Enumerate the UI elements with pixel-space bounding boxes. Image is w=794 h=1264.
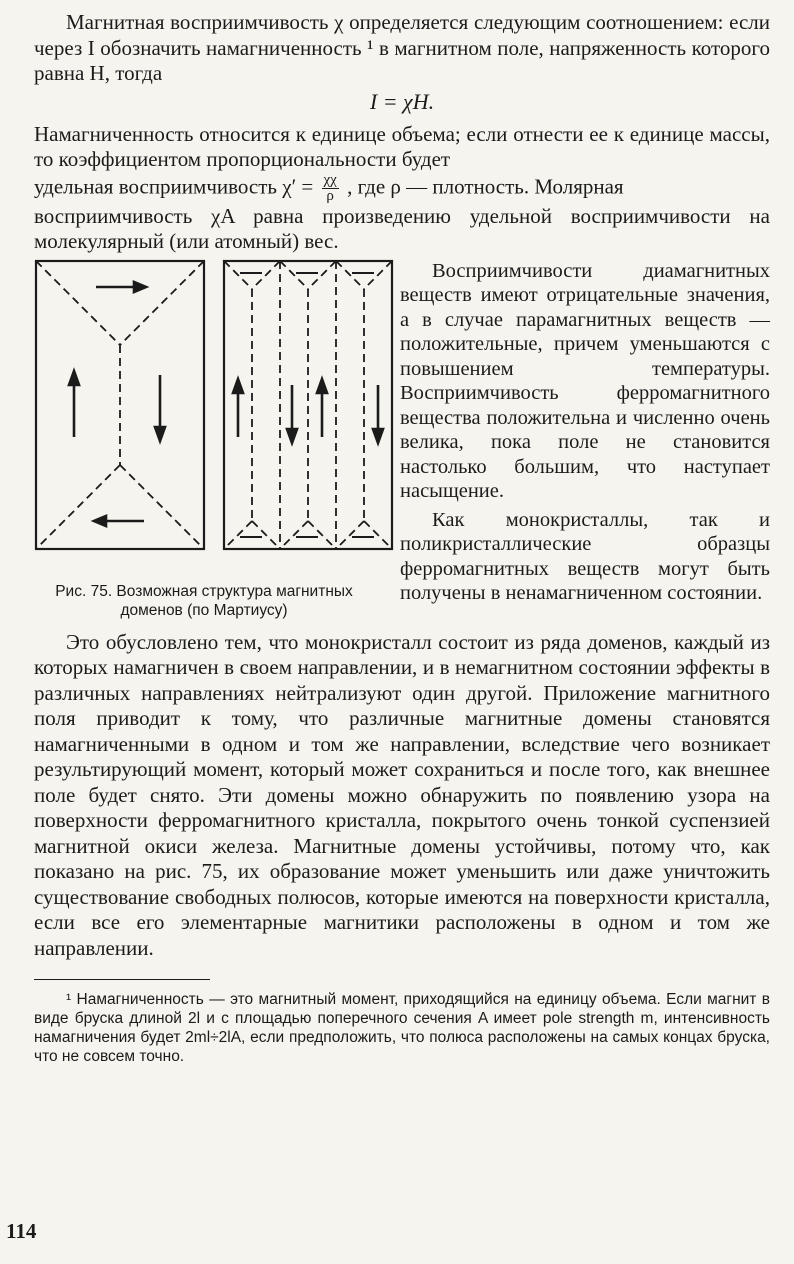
- formula-magnetization: I = χH.: [369, 88, 435, 114]
- arrow-up-icon: [233, 379, 243, 393]
- specific-susceptibility-line: [34, 173, 770, 204]
- footnote: ¹ Намагниченность — это магнитный момент, приходящийся на единицу объема. Если магнит в виде бруска длиной 2l и с площадью поперечного сечения A имеет pole strength m, интенсивность намагничения будет 2ml÷2lA, если предположить, что полюса расположены на самых концах бруска, что не совсем точно.: [34, 991, 770, 1065]
- arrow-down-icon: [155, 427, 165, 441]
- side-text: [400, 259, 770, 620]
- footnote-divider: [34, 979, 210, 980]
- arrow-left-icon: [94, 516, 106, 526]
- domain-structure-diagram: [34, 259, 400, 559]
- fraction-denominator: ρ: [326, 187, 334, 204]
- fraction-numerator: χχ: [323, 171, 337, 188]
- paragraph-domains: Это обусловлено тем, что монокристалл состоит из ряда доменов, каждый из которых намагничен в своем направлении, и в немагнитном состоянии эффекты в различных направлениях нейтрализуют один другой. Приложение магнитного поля приводит к тому, что различные магнитные домены становятся намагниченными в одном и том же направлении, вследствие чего возникает результирующий момент, который может сохраниться и после того, как внешнее поле будет снято. Эти домены можно обнаружить по появлению узора на поверхности ферромагнитного кристалла, покрытого очень тонкой суспензией магнитной окиси железа. Магнитные домены устойчивы, потому что, как показано на рис. 75, их образование может уменьшить или даже уничтожить существование свободных полюсов, которые имеются на поверхности кристалла, если все его элементарные магнитики расположены в одном и том же направлении.: [34, 629, 770, 960]
- figure-75: [34, 259, 400, 620]
- specific-susceptibility-text: удельная восприимчивость χ′ =: [34, 173, 314, 198]
- paragraph-diamagnetic: Восприимчивости диамагнитных веществ имеют отрицательные значения, а в случае парамагнитных веществ — положительные, причем уменьшаются с повышением температуры. Восприимчивость ферромагнитного вещества положительна и численно очень велика, пока поле не становится настолько большим, что наступает насыщение.: [400, 259, 770, 502]
- arrow-up-icon: [69, 371, 79, 385]
- paragraph-intro: Магнитная восприимчивость χ определяется следующим соотношением: если через I обозначить намагниченность ¹ в магнитном поле, напряженность которого равна H, тогда: [34, 10, 770, 85]
- arrow-down-icon: [287, 429, 297, 443]
- figure-row: [34, 259, 770, 620]
- page-content: [34, 10, 770, 1066]
- page-number: 114: [6, 1219, 37, 1243]
- paragraph-monocrystals: Как монокристаллы, так и поликристаллические образцы ферромагнитных веществ могут быть получены в ненамагниченном состоянии.: [400, 508, 770, 604]
- arrow-up-icon: [317, 379, 327, 393]
- arrow-down-icon: [373, 429, 383, 443]
- paragraph-molar-susceptibility: восприимчивость χA равна произведению удельной восприимчивости на молекулярный (или атомный) вес.: [34, 203, 770, 253]
- figure-caption: Рис. 75. Возможная структура магнитных доменов (по Мартиусу): [55, 582, 353, 619]
- fraction: [322, 173, 339, 204]
- paragraph-mass-susceptibility: Намагниченность относится к единице объема; если отнести ее к единице массы, то коэффициентом пропорциональности будет: [34, 121, 770, 171]
- density-text: , где ρ — плотность. Молярная: [347, 173, 624, 198]
- arrow-right-icon: [134, 282, 146, 292]
